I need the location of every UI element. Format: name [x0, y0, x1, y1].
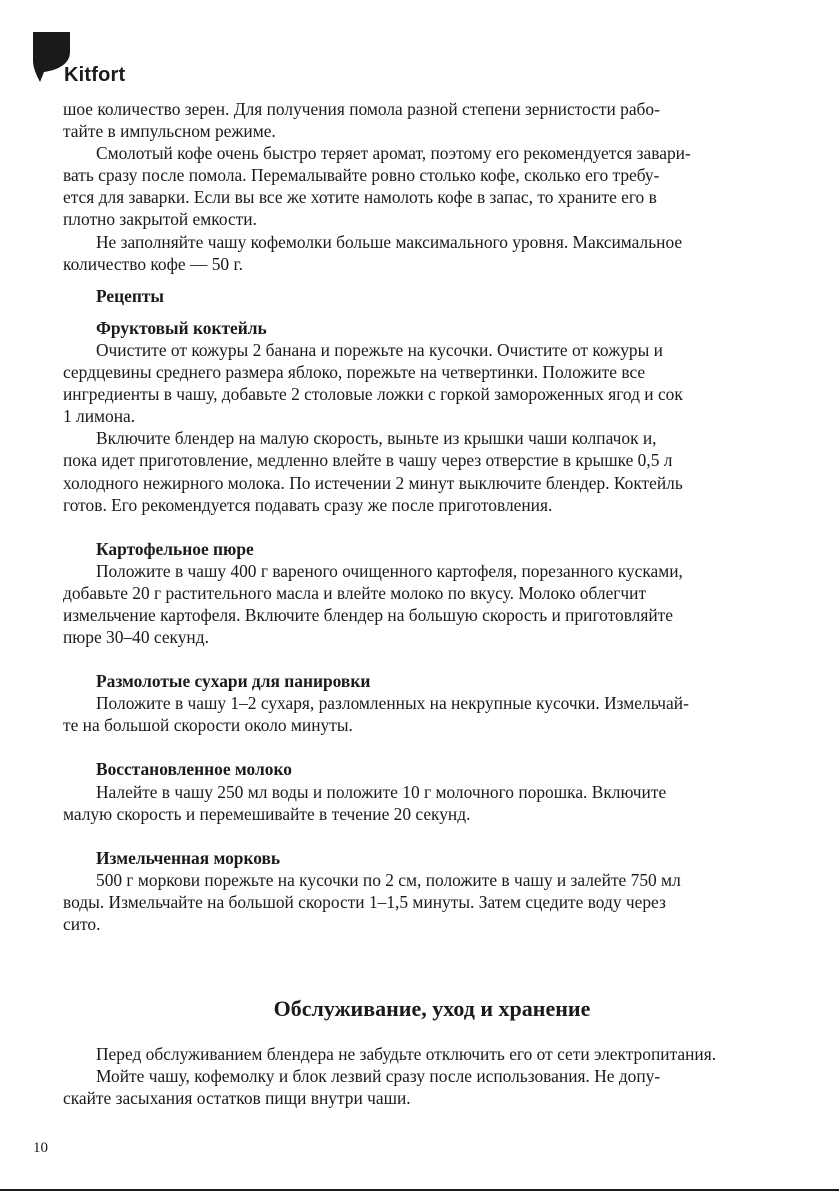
text-line: Положите в чашу 400 г вареного очищенного картофеля, порезанного кусками,: [96, 560, 683, 581]
text-line: Не заполняйте чашу кофемолки больше максимального уровня. Максимальное: [96, 231, 683, 252]
heading-recipes: Рецепты: [96, 285, 164, 306]
text-line: сердцевины среднего размера яблоко, порежьте на четвертинки. Положите все: [63, 362, 646, 383]
text-line: скайте засыхания остатков пищи внутри чаши.: [63, 1088, 411, 1109]
text-line: Перед обслуживанием блендера не забудьте отключить его от сети электропитания.: [96, 1044, 717, 1065]
text-line: сито.: [63, 914, 101, 934]
heading-milk: Восстановленное молоко: [96, 759, 292, 780]
text-line: 500 г моркови порежьте на кусочки по 2 см, положите в чашу и залейте 750 мл: [96, 869, 681, 890]
text-line: количество кофе — 50 г.: [63, 253, 243, 274]
text-line: тайте в импульсном режиме.: [63, 121, 276, 142]
text-line: холодного нежирного молока. По истечении 2 минут выключите блендер. Коктейль: [63, 472, 683, 493]
text-line: пюре 30–40 секунд.: [63, 627, 209, 648]
text-line: измельчение картофеля. Включите блендер на большую скорость и приготовляйте: [63, 604, 673, 625]
text-line: Мойте чашу, кофемолку и блок лезвий сразу после использования. Не допу-: [96, 1066, 661, 1087]
heading-fruit-cocktail: Фруктовый коктейль: [96, 317, 267, 338]
text-line: шое количество зерен. Для получения помола разной степени зернистости рабо-: [63, 99, 660, 119]
text-line: вать сразу после помола. Перемалывайте ровно столько кофе, сколько его требу-: [63, 165, 660, 186]
heading-breadcrumbs: Размолотые сухари для панировки: [96, 671, 371, 692]
page-number: 10: [33, 1140, 48, 1156]
brand-name: Kitfort: [64, 64, 126, 86]
text-line: плотно закрытой емкости.: [63, 209, 257, 230]
text-line: те на большой скорости около минуты.: [63, 715, 353, 736]
text-line: добавьте 20 г растительного масла и влейте молоко по вкусу. Молоко облегчит: [63, 582, 647, 603]
heading-carrot: Измельченная морковь: [96, 847, 281, 868]
section-title: Обслуживание, уход и хранение: [273, 996, 591, 1022]
text-line: Очистите от кожуры 2 банана и порежьте на кусочки. Очистите от кожуры и: [96, 339, 663, 360]
text-line: Налейте в чашу 250 мл воды и положите 10 г молочного порошка. Включите: [96, 781, 667, 802]
heading-mashed-potatoes: Картофельное пюре: [96, 538, 254, 559]
text-line: Смолотый кофе очень быстро теряет аромат, поэтому его рекомендуется завари-: [96, 143, 691, 164]
text-line: ется для заварки. Если вы все же хотите намолоть кофе в запас, то храните его в: [63, 187, 657, 208]
text-line: воды. Измельчайте на большой скорости 1–1,5 минуты. Затем сцедите воду через: [63, 891, 666, 912]
text-line: малую скорость и перемешивайте в течение 20 секунд.: [63, 803, 471, 824]
text-line: ингредиенты в чашу, добавьте 2 столовые ложки с горкой замороженных ягод и сок: [63, 384, 683, 405]
text-line: готов. Его рекомендуется подавать сразу же после приготовления.: [63, 494, 553, 515]
text-line: пока идет приготовление, медленно влейте в чашу через отверстие в крышке 0,5 л: [63, 450, 673, 471]
page-body: [63, 98, 783, 1109]
text-line: Положите в чашу 1–2 сухаря, разломленных на некрупные кусочки. Измельчай-: [96, 693, 689, 714]
text-line: Включите блендер на малую скорость, выньте из крышки чаши колпачок и,: [96, 428, 657, 449]
text-line: 1 лимона.: [63, 406, 136, 427]
